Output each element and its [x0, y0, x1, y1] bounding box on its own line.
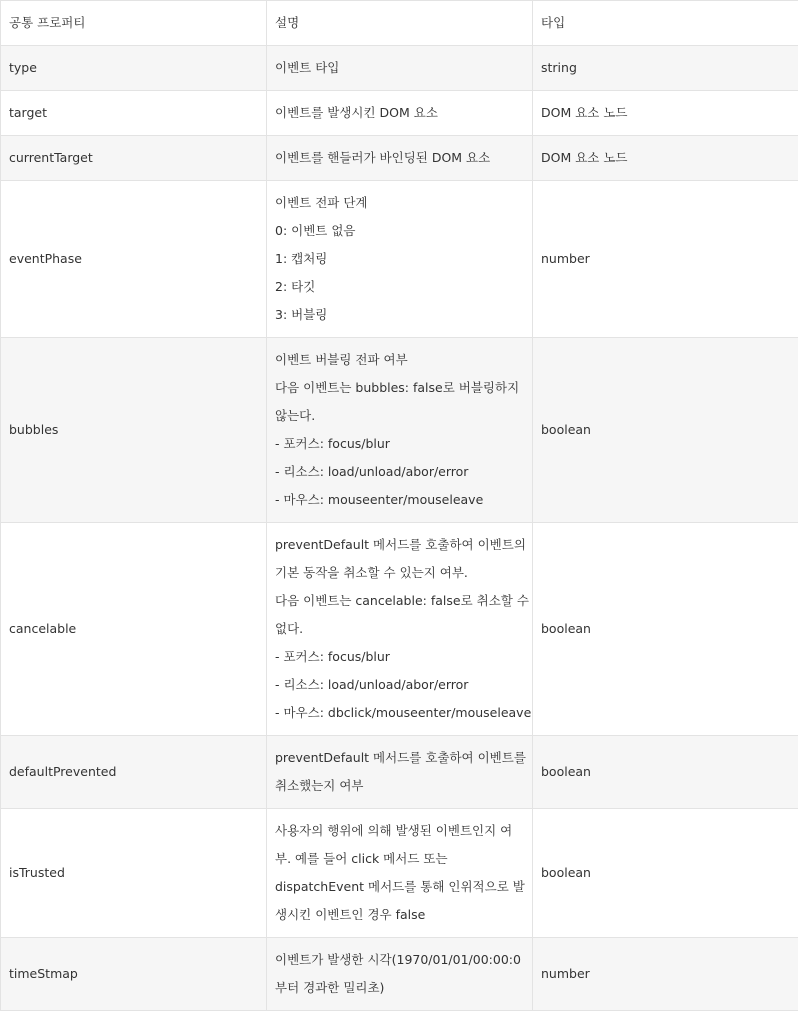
type-cell: boolean: [533, 736, 798, 809]
property-cell: currentTarget: [1, 136, 267, 181]
description-line: 이벤트 버블링 전파 여부: [275, 352, 408, 367]
table-row: [1, 46, 798, 91]
description-line: 부. 예를 들어 click 메서드 또는: [275, 851, 448, 866]
table-header-row: [1, 1, 798, 46]
header-property: 공통 프로퍼티: [1, 1, 267, 46]
description-line: dispatchEvent 메서드를 통해 인위적으로 발: [275, 879, 525, 894]
table-row: [1, 136, 798, 181]
description-line: - 마우스: mouseenter/mouseleave: [275, 492, 484, 507]
description-line: 이벤트가 발생한 시각(1970/01/01/00:00:0: [275, 952, 521, 967]
header-description: 설명: [267, 1, 533, 46]
header-type: 타입: [533, 1, 798, 46]
description-line: - 리소스: load/unload/abor/error: [275, 464, 469, 479]
description-line: 1: 캡처링: [275, 251, 328, 266]
property-cell: bubbles: [1, 338, 267, 523]
type-cell: number: [533, 181, 798, 338]
description-line: 취소했는지 여부: [275, 778, 364, 793]
property-cell: type: [1, 46, 267, 91]
description-cell: [267, 46, 533, 91]
description-line: 3: 버블링: [275, 307, 328, 322]
property-cell: cancelable: [1, 523, 267, 736]
description-line: 다음 이벤트는 bubbles: false로 버블링하지: [275, 380, 520, 395]
description-line: - 마우스: dbclick/mouseenter/mouseleave: [275, 705, 532, 720]
table-row: [1, 338, 798, 523]
table-row: [1, 91, 798, 136]
type-cell: DOM 요소 노드: [533, 136, 798, 181]
property-cell: isTrusted: [1, 809, 267, 938]
property-cell: defaultPrevented: [1, 736, 267, 809]
description-line: 없다.: [275, 621, 304, 636]
table-row: [1, 736, 798, 809]
description-line: 0: 이벤트 없음: [275, 223, 356, 238]
description-line: - 리소스: load/unload/abor/error: [275, 677, 469, 692]
description-cell: [267, 91, 533, 136]
description-cell: [267, 523, 533, 736]
description-line: 이벤트 타입: [275, 60, 340, 75]
type-cell: boolean: [533, 809, 798, 938]
description-cell: [267, 809, 533, 938]
description-line: 이벤트를 핸들러가 바인딩된 DOM 요소: [275, 150, 491, 165]
description-line: 사용자의 행위에 의해 발생된 이벤트인지 여: [275, 823, 513, 838]
description-line: 2: 타깃: [275, 279, 316, 294]
description-line: 생시킨 이벤트인 경우 false: [275, 907, 426, 922]
type-cell: number: [533, 938, 798, 1011]
description-line: preventDefault 메서드를 호출하여 이벤트의: [275, 537, 526, 552]
table-body: [1, 46, 798, 1011]
description-line: - 포커스: focus/blur: [275, 436, 390, 451]
description-line: 이벤트 전파 단계: [275, 195, 368, 210]
type-cell: boolean: [533, 338, 798, 523]
type-cell: DOM 요소 노드: [533, 91, 798, 136]
description-cell: [267, 181, 533, 338]
type-cell: boolean: [533, 523, 798, 736]
description-cell: [267, 136, 533, 181]
property-cell: eventPhase: [1, 181, 267, 338]
property-cell: target: [1, 91, 267, 136]
description-line: 다음 이벤트는 cancelable: false로 취소할 수: [275, 593, 529, 608]
description-line: 기본 동작을 취소할 수 있는지 여부.: [275, 565, 468, 580]
description-line: 않는다.: [275, 408, 316, 423]
type-cell: string: [533, 46, 798, 91]
table-row: [1, 809, 798, 938]
description-cell: [267, 338, 533, 523]
description-line: 이벤트를 발생시킨 DOM 요소: [275, 105, 438, 120]
description-line: 부터 경과한 밀리초): [275, 980, 385, 995]
description-line: - 포커스: focus/blur: [275, 649, 390, 664]
table-row: [1, 938, 798, 1011]
table-row: [1, 181, 798, 338]
table-row: [1, 523, 798, 736]
description-cell: [267, 938, 533, 1011]
description-line: preventDefault 메서드를 호출하여 이벤트를: [275, 750, 526, 765]
property-cell: timeStmap: [1, 938, 267, 1011]
description-cell: [267, 736, 533, 809]
